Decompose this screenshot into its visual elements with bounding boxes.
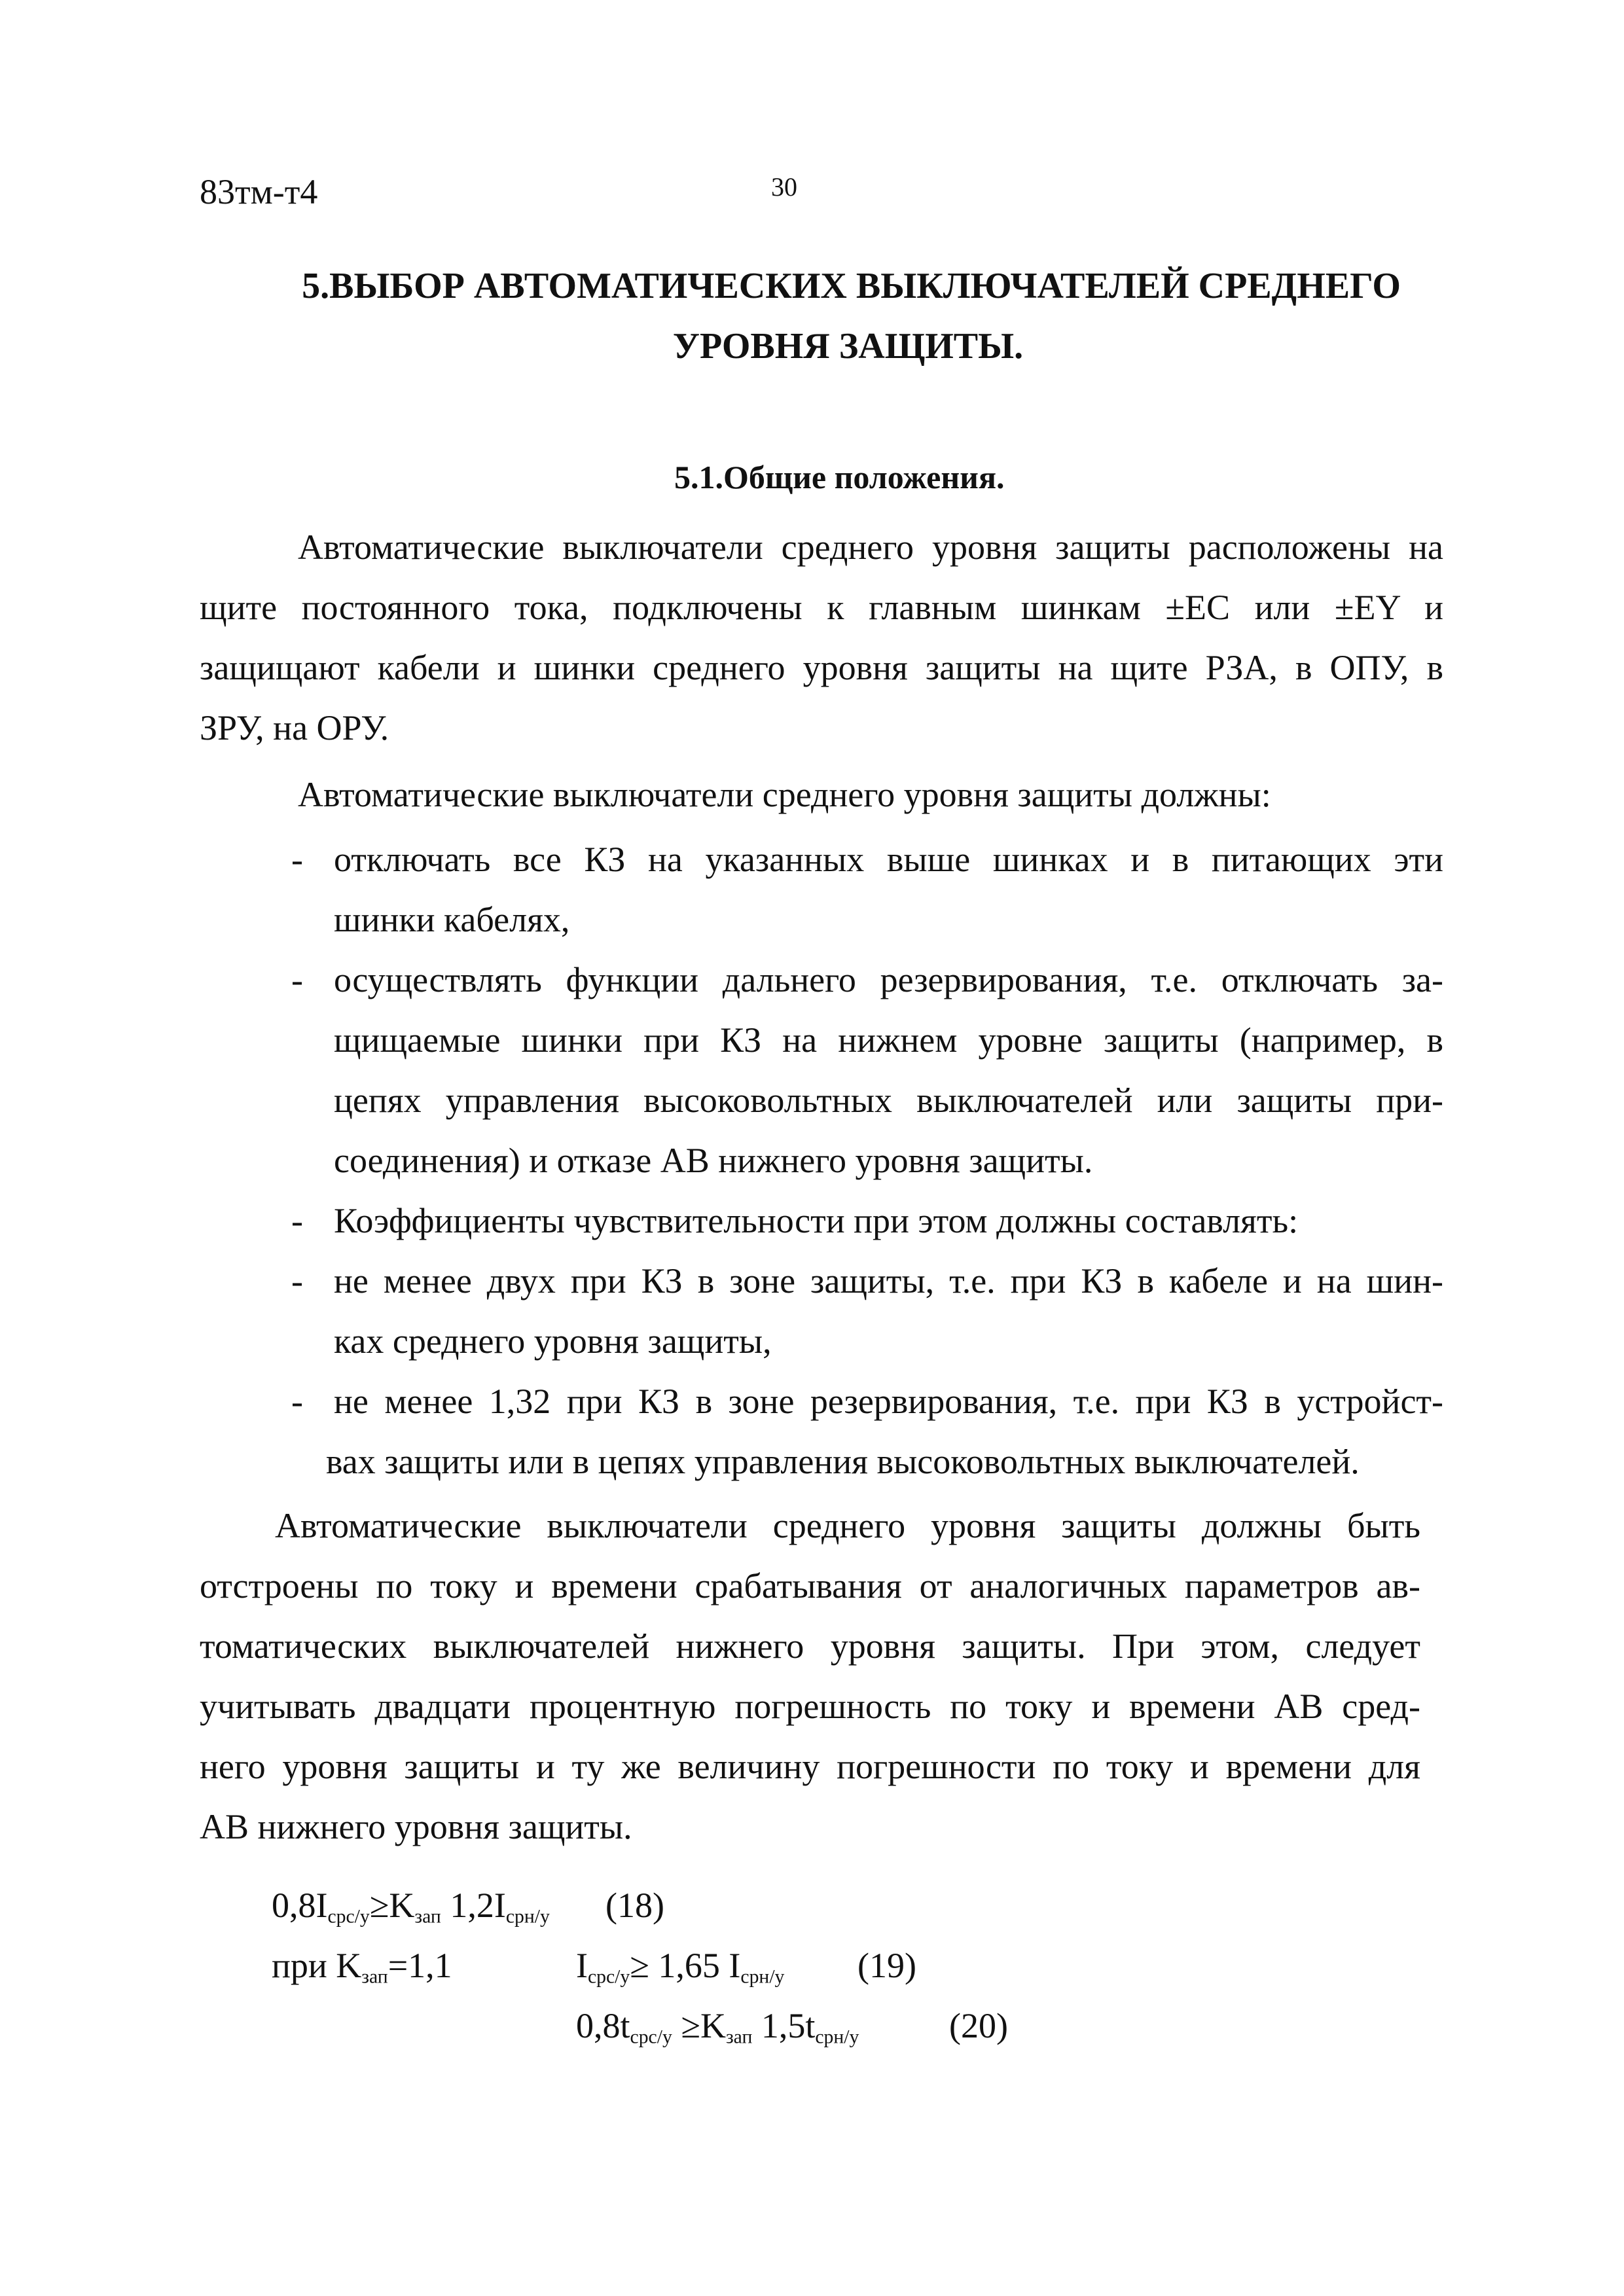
list-item-line: цепях управления высоковольтных выключателей или защиты при-	[334, 1081, 1443, 1120]
formula-term: ≥K	[369, 1886, 415, 1925]
list-intro: Автоматические выключатели среднего уровня защиты должны:	[298, 775, 1271, 814]
chapter-title-line2: УРОВНЯ ЗАЩИТЫ.	[672, 326, 1024, 367]
document-code: 83тм-т4	[200, 172, 318, 211]
formula-subscript: зап	[361, 1966, 388, 1988]
paragraph-line: отстроены по току и времени срабатывания от аналогичных параметров ав-	[200, 1566, 1420, 1605]
list-dash: -	[291, 840, 303, 879]
list-item-line: Коэффициенты чувствительности при этом должны составлять:	[334, 1201, 1299, 1240]
formula-subscript: срс/у	[327, 1906, 370, 1928]
paragraph-line: щите постоянного тока, подключены к главным шинкам ±ЕС или ±ЕY и	[200, 588, 1443, 627]
formula-subscript: срс/у	[630, 2026, 672, 2048]
formula-term: 0,8t	[576, 2006, 630, 2045]
chapter-title-line1: 5.ВЫБОР АВТОМАТИЧЕСКИХ ВЫКЛЮЧАТЕЛЕЙ СРЕДНЕГО	[302, 266, 1401, 306]
list-item-line: шинки кабелях,	[334, 900, 570, 939]
formula-20	[576, 2005, 859, 2048]
section-heading: 5.1.Общие положения.	[674, 459, 1005, 495]
paragraph-line: томатических выключателей нижнего уровня защиты. При этом, следует	[200, 1626, 1420, 1666]
formula-term: 1,5t	[752, 2006, 816, 2045]
list-item-line: осуществлять функции дальнего резервирования, т.е. отключать за-	[334, 960, 1443, 999]
paragraph-line: Автоматические выключатели среднего уровня защиты расположены на	[298, 528, 1443, 567]
list-dash: -	[291, 1201, 303, 1240]
formula-term: =1,1	[388, 1946, 452, 1985]
formula-term: ≥K	[672, 2006, 726, 2045]
formula-18	[272, 1885, 550, 1928]
list-item-line: щищаемые шинки при КЗ на нижнем уровне защиты (например, в	[334, 1020, 1443, 1060]
formula-term: I	[576, 1946, 588, 1985]
formula-20-number: (20)	[949, 2006, 1008, 2045]
formula-19	[576, 1945, 784, 1988]
formula-subscript: зап	[725, 2026, 753, 2048]
formula-18-number: (18)	[605, 1886, 664, 1925]
formula-term: ≥ 1,65 I	[630, 1946, 741, 1985]
list-item-line: соединения) и отказе АВ нижнего уровня защиты.	[334, 1141, 1093, 1180]
paragraph-line: ЗРУ, на ОРУ.	[200, 708, 389, 747]
paragraph-line: защищают кабели и шинки среднего уровня защиты на щите РЗА, в ОПУ, в	[200, 648, 1443, 687]
list-dash: -	[291, 1382, 303, 1421]
list-item-line: вах защиты или в цепях управления высоковольтных выключателей.	[326, 1442, 1360, 1481]
paragraph-line: Автоматические выключатели среднего уровня защиты должны быть	[275, 1506, 1420, 1545]
formula-term: 1,2I	[441, 1886, 506, 1925]
list-dash: -	[291, 1261, 303, 1300]
list-item-line: ках среднего уровня защиты,	[334, 1321, 772, 1361]
formula-subscript: зап	[414, 1906, 441, 1928]
page-number: 30	[771, 172, 797, 202]
formula-term: 0,8I	[272, 1886, 328, 1925]
list-item-line: не менее 1,32 при КЗ в зоне резервирования, т.е. при КЗ в устройст-	[334, 1382, 1443, 1421]
list-item-line: не менее двух при КЗ в зоне защиты, т.е. при КЗ в кабеле и на шин-	[334, 1261, 1443, 1300]
formula-19-number: (19)	[857, 1946, 916, 1985]
formula-subscript: срн/у	[815, 2026, 859, 2048]
formula-subscript: срн/у	[505, 1906, 550, 1928]
list-dash: -	[291, 960, 303, 999]
paragraph-line: учитывать двадцати процентную погрешность по току и времени АВ сред-	[200, 1687, 1420, 1726]
list-item-line: отключать все КЗ на указанных выше шинках и в питающих эти	[334, 840, 1443, 879]
formula-19-condition	[272, 1945, 452, 1988]
formula-subscript: срс/у	[587, 1966, 630, 1988]
paragraph-line: АВ нижнего уровня защиты.	[200, 1807, 632, 1846]
formula-subscript: срн/у	[740, 1966, 785, 1988]
paragraph-line: него уровня защиты и ту же величину погрешности по току и времени для	[200, 1747, 1420, 1786]
formula-term: при K	[272, 1946, 362, 1985]
